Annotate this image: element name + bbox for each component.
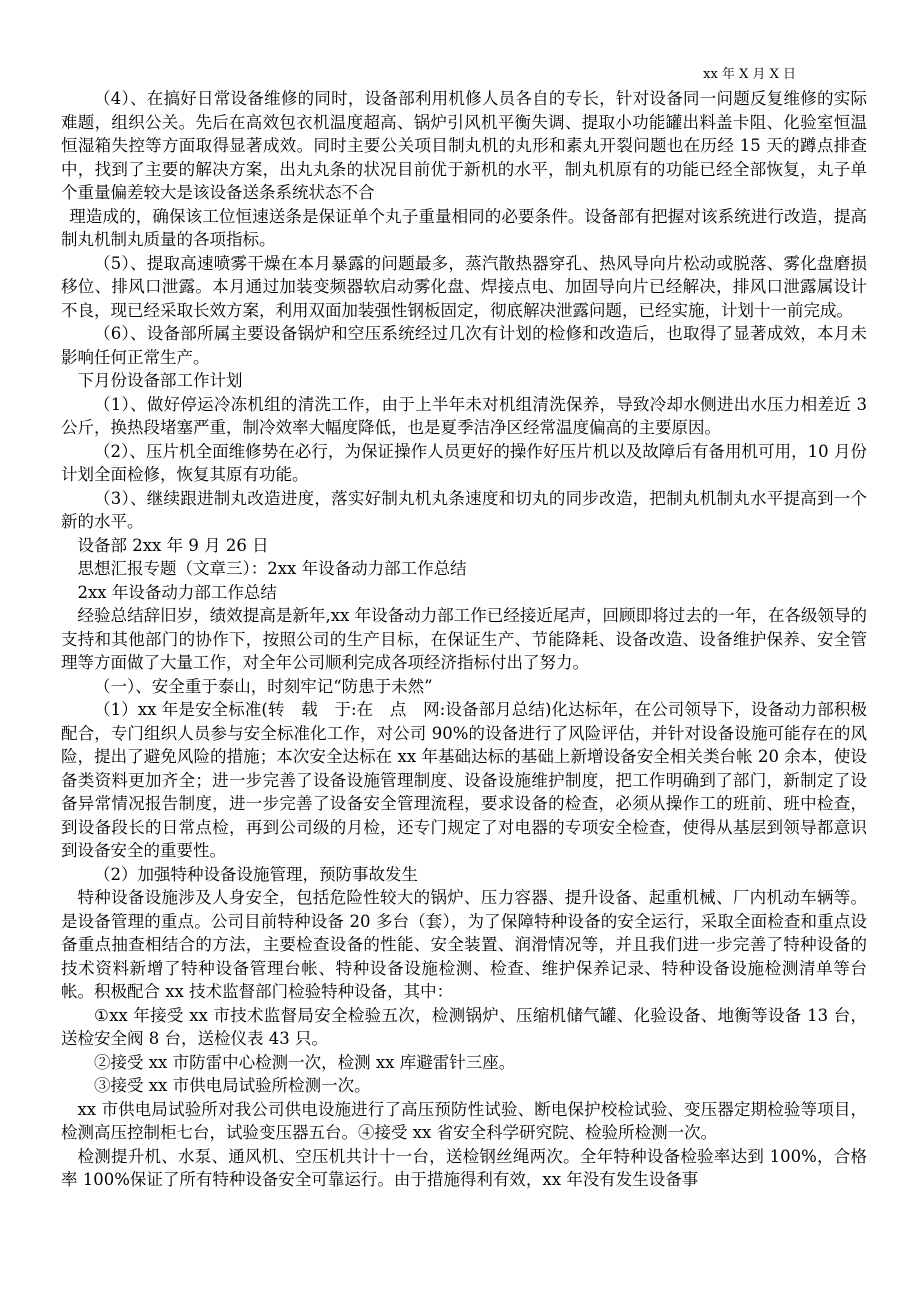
section-heading-next-month-plan: 下月份设备部工作计划 (77, 371, 243, 390)
document-body (61, 87, 867, 1192)
signature-line: 设备部 2xx 年 9 月 26 日 (77, 535, 269, 555)
paragraph-plan-2: （2）、压片机全面维修势在必行，为保证操作人员更好的操作好压片机以及故障后有备用机可用，10 月份计划全面检修，恢复其原有功能。 (61, 441, 867, 484)
paragraph-power-bureau: xx 市供电局试验所对我公司供电设施进行了高压预防性试验、断电保护校检试验、变压器定期检验等项目，检测高压控制柜七台，试验变压器五台。④接受 xx 省安全科学研究院、检验所检测一次。 (61, 1099, 867, 1142)
list-item-inspection-2: ②接受 xx 市防雷中心检测一次，检测 xx 库避雷针三座。 (94, 1052, 516, 1072)
list-item-inspection-3: ③接受 xx 市供电局试验所检测一次。 (94, 1076, 371, 1095)
paragraph-special-equipment: 特种设备设施涉及人身安全，包括危险性较大的锅炉、压力容器、提升设备、起重机械、厂内机动车辆等。是设备管理的重点。公司目前特种设备 20 多台（套），为了保障特种设备的安全运行，采取全面检查和重点设备重点抽查相结合的方法，主要检查设备的性能、安全装置、润滑情况等，并且我们进一步完善了特种设备的技术资料新增了特种设备管理台帐、特种设备设施检测、检查、维护保养记录、特种设备设施检测清单等台帐。积极配合 xx 技术监督部门检验特种设备，其中： (61, 888, 867, 1001)
paragraph-intro: 经验总结辞旧岁，绩效提高是新年,xx 年设备动力部工作已经接近尾声，回顾即将过去的一年，在各级领导的支持和其他部门的协作下，按照公司的生产目标，在保证生产、节能降耗、设备改造、设备维护保养、安全管理等方面做了大量工作，对全年公司顺利完成各项经济指标付出了努力。 (61, 606, 867, 672)
list-item-inspection-1: ①xx 年接受 xx 市技术监督局安全检验五次，检测锅炉、压缩机储气罐、化验设备、地衡等设备 13 台，送检安全阀 8 台，送检仪表 43 只。 (61, 1005, 867, 1048)
paragraph-plan-1: （1）、做好停运冷冻机组的清洗工作，由于上半年未对机组清洗保养，导致冷却水侧进出水压力相差近 3 公斤，换热段堵塞严重，制冷效率大幅度降低，也是夏季洁净区经常温度偏高的主要原因。 (61, 394, 867, 437)
header-date: xx 年 X 月 X 日 (703, 67, 796, 82)
paragraph-continuation: 理造成的，确保该工位恒速送条是保证单个丸子重量相同的必要条件。设备部有把握对该系统进行改造，提高制丸机制丸质量的各项指标。 (61, 206, 867, 249)
paragraph-safety-1: （1）xx 年是安全标准(转 载 于:在 点 网:设备部月总结)化达标年，在公司领导下，设备动力部积极配合，专门组织人员参与安全标准化工作，对公司 90%的设备进行了风险评估，并针对设备设施可能存在的风险，提出了避免风险的措施；本次安全达标在 xx 年基础达标的基础上新增设备安全相关类台帐 20 余本，使设备类资料更加齐全；进一步完善了设备设施管理制度、设备设施维护制度，把工作明确到了部门，新制定了设备异常情况报告制度，进一步完善了设备安全管理流程，要求设备的检查，必须从操作工的班前、班中检查，到设备段长的日常点检，再到公司级的月检，还专门规定了对电器的专项安全检查，使得从基层到领导都意识到设备安全的重要性。 (61, 700, 867, 860)
paragraph-inspection-summary: 检测提升机、水泵、通风机、空压机共计十一台，送检钢丝绳两次。全年特种设备检验率达到 100%，合格率 100%保证了所有特种设备安全可靠运行。由于措施得利有效，xx 年没有发生设备事 (61, 1146, 867, 1189)
section-heading-special-equipment: （2）加强特种设备设施管理，预防事故发生 (94, 864, 418, 884)
paragraph-item-6: （6）、设备部所属主要设备锅炉和空压系统经过几次有计划的检修和改造后，也取得了显著成效，本月未影响任何正常生产。 (61, 324, 867, 367)
section-heading-safety: （一）、安全重于泰山，时刻牢记“防患于未然” (94, 676, 433, 696)
article-title: 思想汇报专题（文章三）：2xx 年设备动力部工作总结 (77, 559, 467, 578)
paragraph-item-4: （4）、在搞好日常设备维修的同时，设备部利用机修人员各自的专长，针对设备同一问题反复维修的实际难题，组织公关。先后在高效包衣机温度超高、锅炉引风机平衡失调、提取小功能罐出料盖卡阻、化验室恒温恒湿箱失控等方面取得显著成效。同时主要公关项目制丸机的丸形和素丸开裂问题也在历经 15 天的蹲点排查中，找到了主要的解决方案，出丸丸条的状况目前优于新机的水平，制丸机原有的功能已经全部恢复，丸子单个重量偏差较大是该设备送条系统状态不合 (61, 89, 867, 202)
paragraph-item-5: （5）、提取高速喷雾干燥在本月暴露的问题最多，蒸汽散热器穿孔、热风导向片松动或脱落、雾化盘磨损移位、排风口泄露。本月通过加装变频器软启动雾化盘、焊接点电、加固导向片已经解决，排风口泄露属设计不良，现已经采取长效方案，利用双面加装强性钢板固定，彻底解决泄露问题，已经实施，计划十一前完成。 (61, 253, 867, 320)
article-subtitle: 2xx 年设备动力部工作总结 (77, 582, 277, 602)
paragraph-plan-3: （3）、继续跟进制丸改造进度，落实好制丸机丸条速度和切丸的同步改造，把制丸机制丸水平提高到一个新的水平。 (61, 488, 867, 531)
